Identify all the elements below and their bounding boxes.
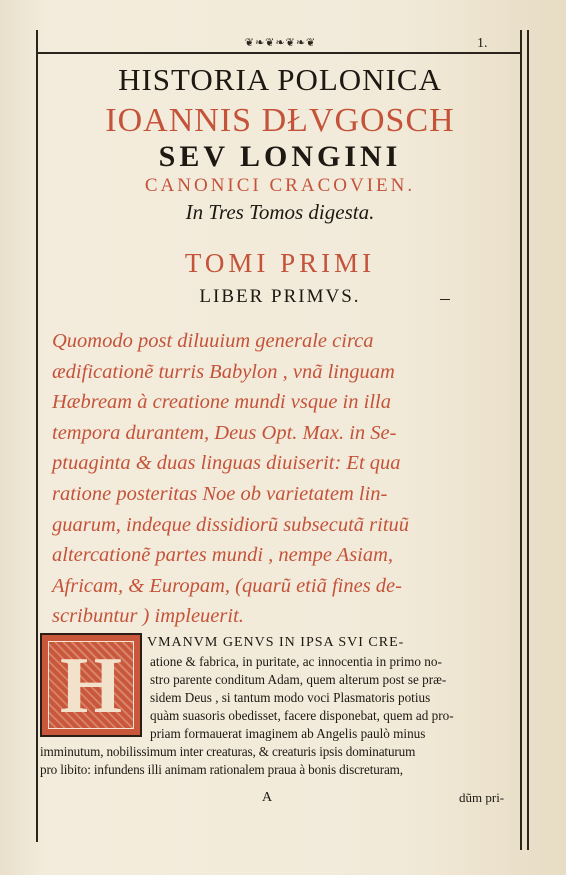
- chapter-argument: [52, 326, 514, 632]
- title-line-4: CANONICI CRACOVIEN.: [144, 175, 416, 196]
- initial-letter: H: [59, 642, 123, 730]
- argument-line: Hæbream à creatione mundi vsque in illa: [52, 391, 391, 414]
- signature-mark: A: [262, 790, 273, 805]
- page-number: 1.: [477, 36, 488, 51]
- body-line: priam formauerat imaginem ab Angelis paulò minus: [150, 726, 426, 741]
- argument-line: guarum, indeque dissidiorũ subsecutã rituũ: [52, 513, 410, 536]
- body-line: quàm suasoris obedisset, facere disponebat, quem ad pro-: [150, 708, 454, 723]
- argument-line: altercationẽ partes mundi , nempe Asiam,: [52, 544, 394, 567]
- top-border-rule: [36, 52, 522, 54]
- body-line: imminutum, nobilissimum inter creaturas, & creaturis ipsis dominaturum: [40, 744, 416, 759]
- book-heading: LIBER PRIMVS.: [199, 286, 361, 307]
- body-first-line: VMANVM GENVS IN IPSA SVI CRE-: [147, 635, 405, 650]
- outer-right-border-rule: [527, 30, 529, 850]
- argument-line: Quomodo post diluuium generale circa: [52, 330, 374, 352]
- catchword: dũm pri-: [459, 790, 505, 805]
- argument-line: scribuntur ) impleuerit.: [52, 605, 244, 628]
- body-line: stro parente conditum Adam, quem alterum post se præ-: [150, 672, 447, 687]
- body-line: atione & fabrica, in puritate, ac innocentia in primo no-: [150, 654, 442, 669]
- headpiece-ornament: ❦❧❦❧❦❧❦: [244, 36, 317, 49]
- heading-dash: [440, 299, 450, 300]
- decorated-initial: [40, 633, 142, 737]
- title-line-3: SEV LONGINI: [158, 140, 402, 173]
- argument-line: ptuaginta & duas linguas diuiserit: Et qua: [52, 452, 401, 475]
- title-line-5: In Tres Tomos digesta.: [185, 200, 375, 224]
- argument-line: ratione posteritas Noe ob varietatem lin-: [52, 482, 388, 505]
- argument-line: Africam, & Europam, (quarũ etiã fines de-: [52, 574, 402, 597]
- argument-line: tempora durantem, Deus Opt. Max. in Se-: [52, 421, 397, 444]
- title-author: IOANNIS DŁVGOSCH: [105, 102, 455, 139]
- title-line-1: HISTORIA POLONICA: [118, 62, 442, 97]
- body-line: sidem Deus , si tantum modo voci Plasmatoris potius: [150, 690, 431, 705]
- body-line: pro libito: infundens illi animam rationalem praua à bonis discreturam,: [40, 762, 403, 777]
- tome-heading: TOMI PRIMI: [184, 248, 376, 278]
- argument-line: ædificationẽ turris Babylon , vnã linguam: [52, 360, 395, 383]
